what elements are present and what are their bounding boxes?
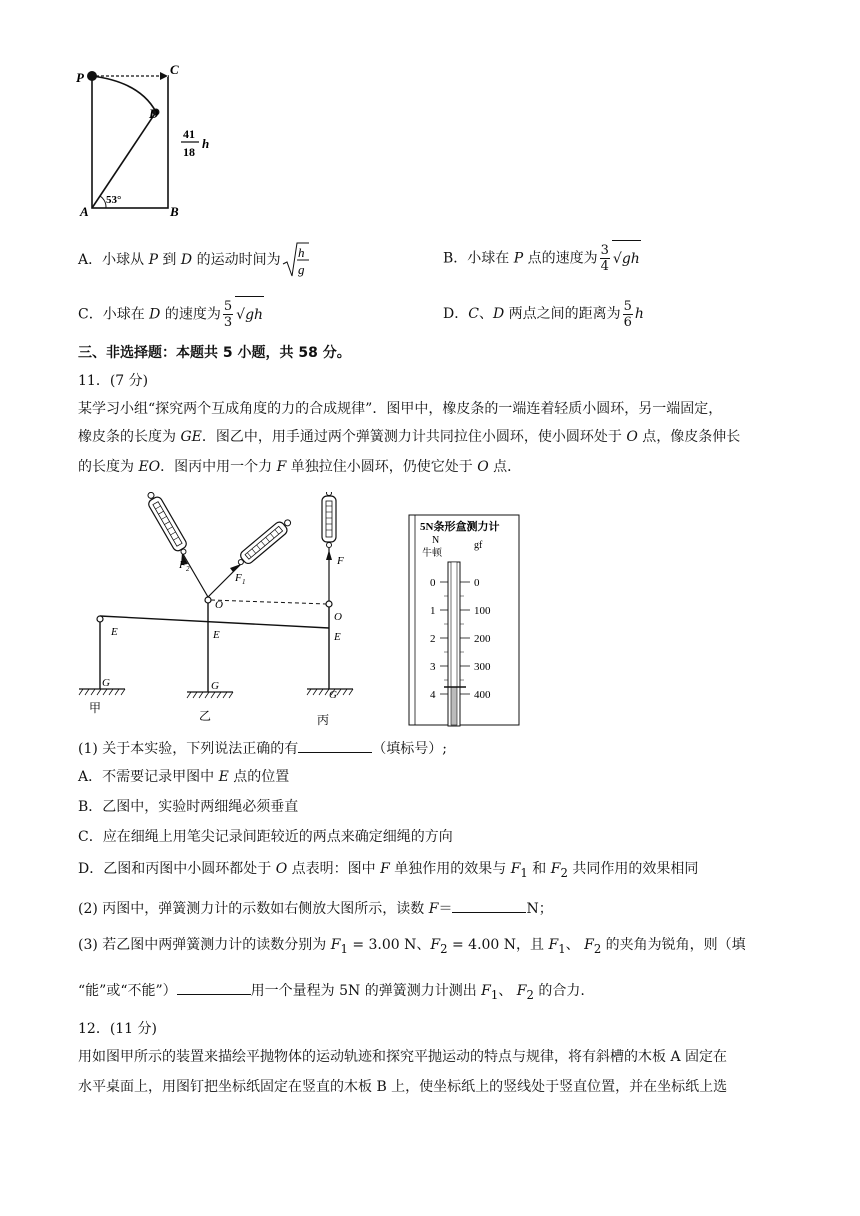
q12-number: 12．(11 分): [78, 1021, 158, 1037]
q11-sub3-line2: “能”或“不能”） 用一个量程为 5N 的弹簧测力计测出 $F_1$、 $F_2$ 的合力.: [78, 980, 585, 1002]
label-b: B: [170, 204, 179, 219]
svg-text:丙: 丙: [317, 713, 330, 727]
svg-text:2: 2: [186, 565, 190, 573]
svg-text:E: E: [334, 631, 341, 643]
svg-text:h: h: [297, 245, 305, 260]
svg-text:F: F: [235, 572, 242, 584]
svg-text:乙: 乙: [199, 709, 212, 723]
q11-option-c: C．应在细绳上用笔尖记录间距较近的两点来确定细绳的方向: [78, 829, 453, 845]
ratio-den: 18: [183, 145, 195, 159]
svg-text:400: 400: [474, 689, 491, 701]
answer-blank-3[interactable]: [177, 980, 251, 995]
svg-text:O: O: [215, 599, 223, 611]
label-p: P: [76, 70, 84, 85]
svg-text:E: E: [111, 626, 118, 638]
q11-option-b: B．乙图中，实验时两细绳必须垂直: [78, 799, 299, 815]
angle-label: 53°: [106, 194, 122, 206]
ratio-num: 41: [183, 127, 195, 141]
q11-option-a: A．不需要记录甲图中 E 点的位置: [78, 769, 290, 785]
svg-text:200: 200: [474, 633, 491, 645]
label-c: C: [170, 62, 179, 77]
q11-sub3-line1: (3) 若乙图中两弹簧测力计的读数分别为 $F_1 = 3.00$ N、$F_2 = 4.00$ N，且 $F_1$、 $F_2$ 的夹角为锐角，则（填: [78, 937, 746, 956]
answer-blank-2[interactable]: [452, 898, 526, 913]
spring-scale-gauge: [408, 514, 520, 728]
svg-text:100: 100: [474, 605, 491, 617]
option-d: D．C、D 两点之间的距离为 $\frac{5}{6}$ h: [443, 298, 644, 330]
q12-para-1: 用如图甲所示的装置来描绘平抛物体的运动轨迹和探究平抛运动的特点与规律，将有斜槽的木板 A 固定在: [78, 1049, 728, 1065]
svg-text:300: 300: [474, 661, 491, 673]
answer-blank-1[interactable]: [298, 738, 372, 753]
q11-para-1: 某学习小组“探究两个互成角度的力的合成规律”．图甲中，橡皮条的一端连着轻质小圆环，另一端固定，: [78, 401, 723, 417]
svg-text:牛顿: 牛顿: [422, 548, 442, 559]
svg-text:0: 0: [474, 577, 480, 589]
experiment-figure: [75, 492, 365, 730]
label-a: A: [80, 204, 89, 219]
sqrt-h-over-g: [281, 240, 311, 280]
svg-text:gf: gf: [474, 540, 483, 551]
option-a: A．小球从 P 到 D 的运动时间为 h g: [78, 240, 311, 280]
q12-para-2: 水平桌面上，用图钉把坐标纸固定在竖直的木板 B 上，使坐标纸上的竖线处于竖直位置，并在坐标纸上选: [78, 1079, 728, 1095]
label-d: D: [149, 106, 159, 121]
svg-text:g: g: [297, 262, 305, 277]
svg-text:G: G: [102, 677, 110, 689]
svg-text:F: F: [179, 559, 186, 571]
svg-text:4: 4: [430, 689, 436, 701]
svg-text:G: G: [211, 680, 219, 692]
svg-text:1: 1: [430, 605, 436, 617]
trajectory-figure: [70, 60, 220, 220]
svg-text:G: G: [329, 689, 337, 701]
svg-text:甲: 甲: [89, 701, 102, 715]
svg-text:3: 3: [430, 661, 436, 673]
ball-p: [87, 71, 97, 81]
option-c: C．小球在 D 的速度为 $\frac{5}{3}$ √gh: [78, 296, 264, 333]
q11-number: 11．(7 分): [78, 373, 149, 389]
q11-para-3: 的长度为 EO．图丙中用一个力 F 单独拉住小圆环，仍使它处于 O 点．: [78, 459, 522, 475]
q11-sub2: (2) 丙图中，弹簧测力计的示数如右侧放大图所示，读数 F＝ N；: [78, 898, 553, 918]
svg-text:O: O: [334, 611, 342, 623]
svg-text:F: F: [337, 555, 344, 567]
q11-para-2: 橡皮条的长度为 GE．图乙中，用手通过两个弹簧测力计共同拉住小圆环，使小圆环处于 O 点，像皮条伸长: [78, 429, 741, 445]
svg-text:E: E: [213, 629, 220, 641]
q11-sub1: (1) 关于本实验，下列说法正确的有 （填标号）;: [78, 738, 447, 758]
ratio-h: h: [202, 136, 210, 151]
gauge-title: 5N条形盒测力计: [420, 521, 500, 533]
svg-text:0: 0: [430, 577, 436, 589]
section-heading: 三、非选择题：本题共 5 小题，共 58 分。: [78, 345, 351, 361]
q11-option-d: D．乙图和丙图中小圆环都处于 O 点表明：图中 F 单独作用的效果与 $F_1$ 和 $F_2$ 共同作用的效果相同: [78, 861, 699, 880]
option-b: B．小球在 P 点的速度为 $\frac{3}{4}$ √gh: [443, 240, 641, 277]
svg-text:1: 1: [242, 578, 246, 586]
svg-text:2: 2: [430, 633, 436, 645]
svg-text:N: N: [432, 535, 440, 546]
